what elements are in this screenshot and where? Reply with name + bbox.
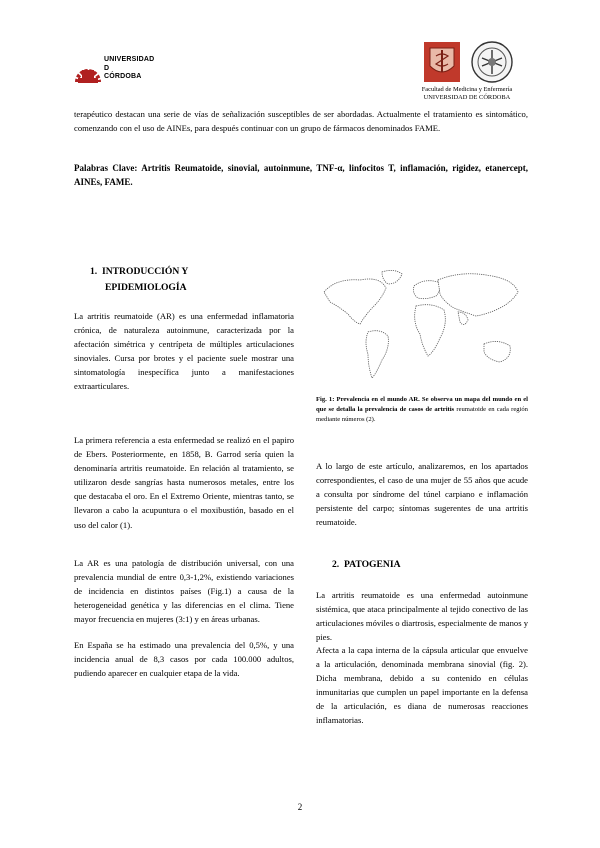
section-1-paragraph-4: En España se ha estimado una prevalencia del 0,5%, y una incidencia anual de 8,3 casos por cada 100.000 adultos, pudiendo aparecer en cualquier etapa de la vida. bbox=[74, 640, 294, 679]
section-1-paragraph-1: La artritis reumatoide (AR) es una enfermedad inflamatoria crónica, de naturaleza autoinmune, caracterizada por la afectación simétrica y centrípeta de múltiples articulaciones sinoviales. Cursa por brotes y el paciente suele mostrar una sintomatología inespecífica junto a manifestaciones extraarticulares. bbox=[74, 311, 294, 392]
abstract-text: terapéutico destacan una serie de vías de señalización susceptibles de ser abordadas. Actualmente el tratamiento es sintomático, comenzando con el uso de AINEs, para después continuar con un grupo de fármacos denominados FAME. bbox=[74, 109, 528, 134]
map-south-america bbox=[366, 331, 388, 378]
map-australia bbox=[484, 341, 510, 362]
map-north-america bbox=[324, 279, 386, 324]
keywords: Palabras Clave: Artritis Reumatoide, sinovial, autoinmune, TNF-α, linfocitos T, inflamación, rigidez, etanercept, AINEs, FAME. bbox=[74, 163, 528, 187]
figure-1-caption-bold: Fig. 1: Prevalencia en el mundo AR. Se observa un mapa del mundo en el que se detalla la prevalencia de casos de artritis bbox=[316, 396, 528, 413]
university-crest-icon bbox=[74, 54, 102, 86]
section-1-paragraph-3: La AR es una patología de distribución universal, con una prevalencia mundial de entre 0,3-1,2%, existiendo variaciones de incidencia en distintos países (Fig.1) a causa de la heterogeneidad genética y las diferencias en el clima. Tiene mayor frecuencia en mujeres (3:1) y en áreas urbanas. bbox=[74, 558, 294, 625]
faculty-logo bbox=[408, 40, 526, 102]
map-asia bbox=[438, 274, 518, 316]
section-1-heading bbox=[74, 264, 294, 296]
world-prevalence-map bbox=[316, 262, 528, 390]
section-2-paragraph-2: Afecta a la capa interna de la cápsula articular que envuelve a la articulación, denominada membrana sinovial (fig. 2). Dicha membrana, debido a su contenido en células inmunitarias que cumplen un papel importante en la defensa de la articulación, es diana de numerosas reacciones inflamatorias. bbox=[316, 645, 528, 726]
seal-icon bbox=[470, 40, 514, 84]
map-greenland bbox=[382, 270, 402, 284]
map-africa bbox=[415, 305, 446, 356]
section-2-paragraph-1: La artritis reumatoide es una enfermedad autoinmune sistémica, que ataca principalmente al tejido conectivo de las articulaciones móviles o diartrosis, especialmente de manos y pies. bbox=[316, 590, 528, 643]
page-number: 2 bbox=[297, 802, 303, 812]
section-2-number: 2. bbox=[332, 559, 340, 570]
section-2-heading bbox=[316, 557, 544, 573]
section-1-number: 1. bbox=[90, 266, 98, 277]
map-europe bbox=[414, 281, 440, 299]
figure-1-caption bbox=[316, 395, 528, 425]
map-india bbox=[458, 312, 468, 325]
university-logo bbox=[74, 52, 170, 88]
faculty-shield-icon bbox=[422, 40, 462, 84]
university-name: UNIVERSIDAD D CÓRDOBA bbox=[104, 56, 155, 80]
section-1-title-line2: EPIDEMIOLOGÍA bbox=[105, 282, 187, 293]
section-2-title: PATOGENIA bbox=[344, 559, 401, 570]
figure-1-caption-regular: reumatoide en cada región mediante números (2). bbox=[316, 406, 528, 423]
faculty-name: Facultad de Medicina y Enfermería UNIVERSIDAD DE CÓRDOBA bbox=[421, 86, 513, 101]
section-1-title-line1: INTRODUCCIÓN Y bbox=[102, 266, 189, 277]
section-1-paragraph-2: La primera referencia a esta enfermedad se realizó en el papiro de Ebers. Posteriormente, en 1858, B. Garrod sería quien la denominaría artritis reumatoide. En relación al tratamiento, se utilizaron desde sangrías hasta numerosos metales, entre los que destacaba el oro. En el Extremo Oriente, mientras tanto, se llevaron a cabo la acupuntura o el moxibustión, basado en el uso del calor (1). bbox=[74, 435, 294, 530]
column-2-paragraph-1: A lo largo de este artículo, analizaremos, en los apartados correspondientes, el caso de una mujer de 55 años que acude a consulta por síndrome del túnel carpiano e inflamación persistente del carpo; síntomas sugerentes de una artritis reumatoide. bbox=[316, 461, 528, 528]
